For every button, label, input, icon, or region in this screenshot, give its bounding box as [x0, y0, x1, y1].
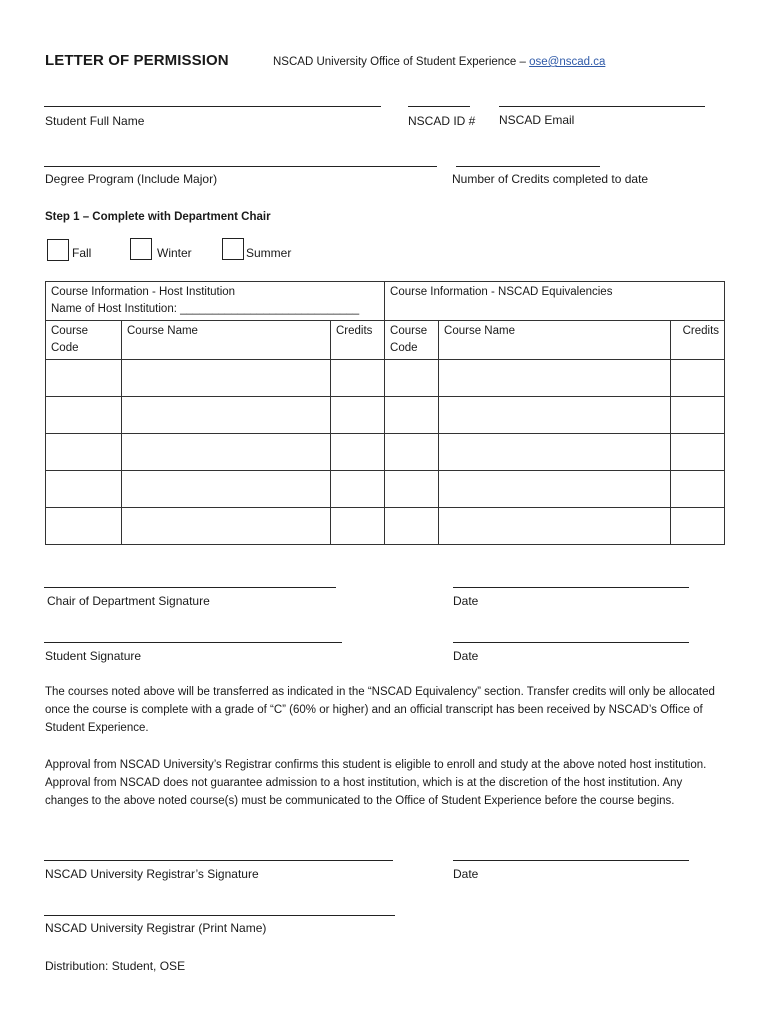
registrar-date-label: Date: [453, 867, 479, 881]
registrar-signature-line[interactable]: [44, 860, 393, 861]
registrar-print-name-line[interactable]: [44, 915, 395, 916]
chair-signature-line[interactable]: [44, 587, 336, 588]
course-row: [46, 508, 725, 545]
host-course-name-cell[interactable]: [122, 508, 331, 545]
col-nscad-course-name: Course Name: [439, 321, 671, 360]
office-line: [273, 56, 605, 68]
office-email-link[interactable]: ose@nscad.ca: [529, 56, 606, 68]
host-course-code-cell[interactable]: [46, 434, 122, 471]
degree-program-line[interactable]: [44, 166, 437, 167]
host-course-code-cell[interactable]: [46, 360, 122, 397]
registrar-signature-label: NSCAD University Registrar’s Signature: [45, 867, 259, 881]
col-nscad-course-code: Course Code: [385, 321, 439, 360]
nscad-course-name-cell[interactable]: [439, 397, 671, 434]
course-row: [46, 434, 725, 471]
host-credits-cell[interactable]: [331, 471, 385, 508]
course-row: [46, 360, 725, 397]
transfer-paragraph: [45, 683, 725, 737]
registrar-print-name-label: NSCAD University Registrar (Print Name): [45, 921, 267, 935]
approval-paragraph: [45, 756, 725, 810]
student-email-line[interactable]: [499, 106, 705, 107]
approval-text: Approval from NSCAD University’s Registrar confirms this student is eligible to enroll and study at the above noted host institution. Approval from NSCAD does not guarantee admission to a host institution, which is at the discretion of the host institution. Any changes to the above noted course(s) must be communicated to the Office of Student Experience before the course begins.: [45, 759, 707, 807]
host-credits-cell[interactable]: [331, 360, 385, 397]
col-host-course-name: Course Name: [122, 321, 331, 360]
host-course-name-cell[interactable]: [122, 434, 331, 471]
nscad-course-code-cell[interactable]: [385, 360, 439, 397]
degree-program-label: Degree Program (Include Major): [45, 172, 218, 186]
credits-completed-label: Number of Credits completed to date: [452, 172, 649, 186]
fall-checkbox[interactable]: [47, 239, 69, 261]
nscad-equivalencies-header: [385, 282, 725, 321]
nscad-course-name-cell[interactable]: [439, 471, 671, 508]
office-name: NSCAD University Office of Student Experience –: [273, 56, 530, 68]
nscad-course-code-cell[interactable]: [385, 397, 439, 434]
host-course-code-cell[interactable]: [46, 397, 122, 434]
col-host-credits: Credits: [331, 321, 385, 360]
document-title: LETTER OF PERMISSION: [45, 52, 229, 69]
credits-completed-line[interactable]: [456, 166, 600, 167]
chair-signature-label: Chair of Department Signature: [47, 594, 210, 608]
student-signature-label: Student Signature: [45, 649, 142, 663]
student-id-label: NSCAD ID #: [408, 114, 476, 128]
host-institution-header: [46, 282, 385, 321]
course-row: [46, 397, 725, 434]
nscad-course-name-cell[interactable]: [439, 508, 671, 545]
student-date-label: Date: [453, 649, 479, 663]
nscad-credits-cell[interactable]: [671, 397, 725, 434]
host-course-code-cell[interactable]: [46, 471, 122, 508]
nscad-credits-cell[interactable]: [671, 508, 725, 545]
host-credits-cell[interactable]: [331, 434, 385, 471]
student-name-line[interactable]: [44, 106, 381, 107]
chair-date-label: Date: [453, 594, 479, 608]
nscad-credits-cell[interactable]: [671, 471, 725, 508]
host-course-name-cell[interactable]: [122, 397, 331, 434]
course-row: [46, 471, 725, 508]
transfer-text: The courses noted above will be transferred as indicated in the “NSCAD Equivalency” section. Transfer credits will only be allocated once the course is complete with a grade of “C” (60% or higher) and an official transcript has been received by NSCAD’s Office of Student Experience.: [45, 686, 715, 734]
chair-date-line[interactable]: [453, 587, 689, 588]
host-course-name-cell[interactable]: [122, 360, 331, 397]
host-header-text: Course Information - Host Institution: [51, 286, 236, 298]
host-course-name-cell[interactable]: [122, 471, 331, 508]
host-course-code-cell[interactable]: [46, 508, 122, 545]
nscad-credits-cell[interactable]: [671, 360, 725, 397]
col-host-course-code: Course Code: [46, 321, 122, 360]
student-email-label: NSCAD Email: [499, 113, 575, 127]
student-id-line[interactable]: [408, 106, 470, 107]
column-header-row: [46, 321, 725, 360]
course-table: [45, 281, 725, 545]
nscad-course-code-cell[interactable]: [385, 508, 439, 545]
nscad-course-name-cell[interactable]: [439, 434, 671, 471]
fall-label: Fall: [72, 246, 92, 260]
nscad-course-code-cell[interactable]: [385, 434, 439, 471]
distribution-note: Distribution: Student, OSE: [45, 959, 186, 973]
student-date-line[interactable]: [453, 642, 689, 643]
nscad-credits-cell[interactable]: [671, 434, 725, 471]
winter-checkbox[interactable]: [130, 238, 152, 260]
step1-heading: Step 1 – Complete with Department Chair: [45, 211, 271, 223]
host-name-field[interactable]: Name of Host Institution: ____________________________: [51, 303, 360, 315]
student-signature-line[interactable]: [44, 642, 342, 643]
col-nscad-credits: Credits: [671, 321, 725, 360]
summer-checkbox[interactable]: [222, 238, 244, 260]
registrar-date-line[interactable]: [453, 860, 689, 861]
nscad-course-name-cell[interactable]: [439, 360, 671, 397]
winter-label: Winter: [157, 246, 192, 260]
nscad-header-text: Course Information - NSCAD Equivalencies: [390, 286, 613, 298]
host-credits-cell[interactable]: [331, 397, 385, 434]
nscad-course-code-cell[interactable]: [385, 471, 439, 508]
host-credits-cell[interactable]: [331, 508, 385, 545]
summer-label: Summer: [246, 246, 292, 260]
student-name-label: Student Full Name: [45, 114, 145, 128]
